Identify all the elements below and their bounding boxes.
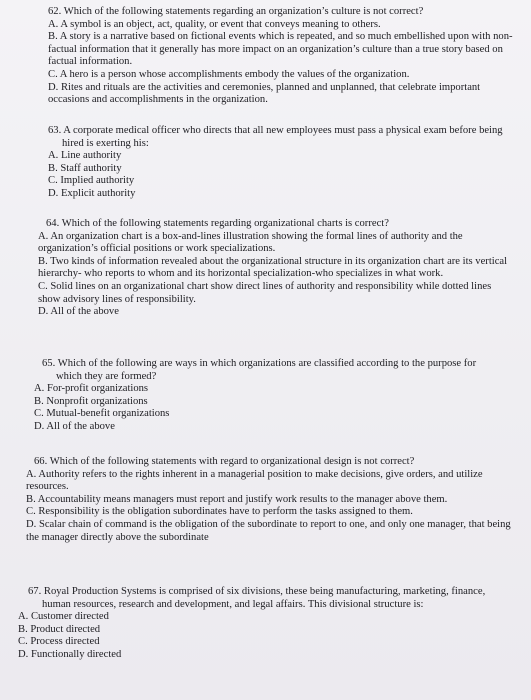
question-65: [34, 358, 496, 434]
option-a: A. A symbol is an object, act, quality, or event that conveys meaning to others.: [48, 18, 381, 30]
question-66: [26, 456, 520, 544]
question-stem: 64. Which of the following statements regarding organizational charts is correct?: [46, 218, 389, 229]
option-b: B. Staff authority: [48, 162, 122, 174]
question-64: [38, 218, 516, 319]
question-stem: 62. Which of the following statements regarding an organization’s culture is not correct?: [48, 6, 424, 17]
option-c: C. A hero is a person whose accomplishments embody the values of the organization.: [48, 68, 410, 80]
question-62: [48, 6, 518, 107]
option-d: D. Scalar chain of command is the obligation of the subordinate to report to one, and only one manager, that being the manager directly above the subordinate: [26, 518, 511, 543]
option-a: A. An organization chart is a box-and-lines illustration showing the formal lines of authority and the organization’s official positions or work specializations.: [38, 230, 463, 255]
question-stem: 65. Which of the following are ways in which organizations are classified according to the purpose for which they are formed?: [42, 358, 477, 382]
option-b: B. Accountability means managers must report and justify work results to the manager above them.: [26, 493, 448, 505]
option-b: B. Product directed: [18, 623, 101, 635]
option-b: B. A story is a narrative based on fictional events which is repeated, and so much embellished upon with non-factual information that it generally has more impact on an organization’s culture than a true story based on factual information.: [48, 31, 513, 68]
option-a: A. Line authority: [48, 150, 122, 162]
option-d: D. All of the above: [38, 306, 119, 318]
option-d: D. All of the above: [34, 420, 115, 432]
option-d: D. Rites and rituals are the activities and ceremonies, planned and unplanned, that celebrate important occasions and accomplishments in the organization.: [48, 81, 481, 106]
option-a: A. Customer directed: [18, 611, 109, 623]
option-a: A. Authority refers to the rights inherent in a managerial position to make decisions, give orders, and utilize resources.: [26, 468, 483, 493]
option-b: B. Nonprofit organizations: [34, 395, 148, 407]
question-stem: 67. Royal Production Systems is comprised of six divisions, these being manufacturing, marketing, finance, human resources, research and development, and legal affairs. This divisional structure is:: [28, 586, 486, 610]
question-stem: 63. A corporate medical officer who directs that all new employees must pass a physical exam before being hired is exerting his:: [48, 125, 503, 149]
question-63: [48, 125, 508, 201]
option-c: C. Mutual-benefit organizations: [34, 408, 170, 420]
option-d: D. Explicit authority: [48, 187, 136, 199]
question-stem: 66. Which of the following statements with regard to organizational design is not correct?: [34, 456, 415, 467]
option-c: C. Implied authority: [48, 175, 135, 187]
option-c: C. Solid lines on an organizational chart show direct lines of authority and responsibility while dotted lines show advisory lines of responsibility.: [38, 280, 492, 305]
question-67: [18, 586, 500, 662]
option-b: B. Two kinds of information revealed about the organizational structure in its organization chart are its vertical hierarchy- who reports to whom and its horizontal specialization-who specializes in what work.: [38, 255, 508, 280]
option-c: C. Process directed: [18, 636, 100, 648]
option-a: A. For-profit organizations: [34, 383, 149, 395]
option-d: D. Functionally directed: [18, 648, 122, 660]
option-c: C. Responsibility is the obligation subordinates have to perform the tasks assigned to them.: [26, 506, 413, 518]
